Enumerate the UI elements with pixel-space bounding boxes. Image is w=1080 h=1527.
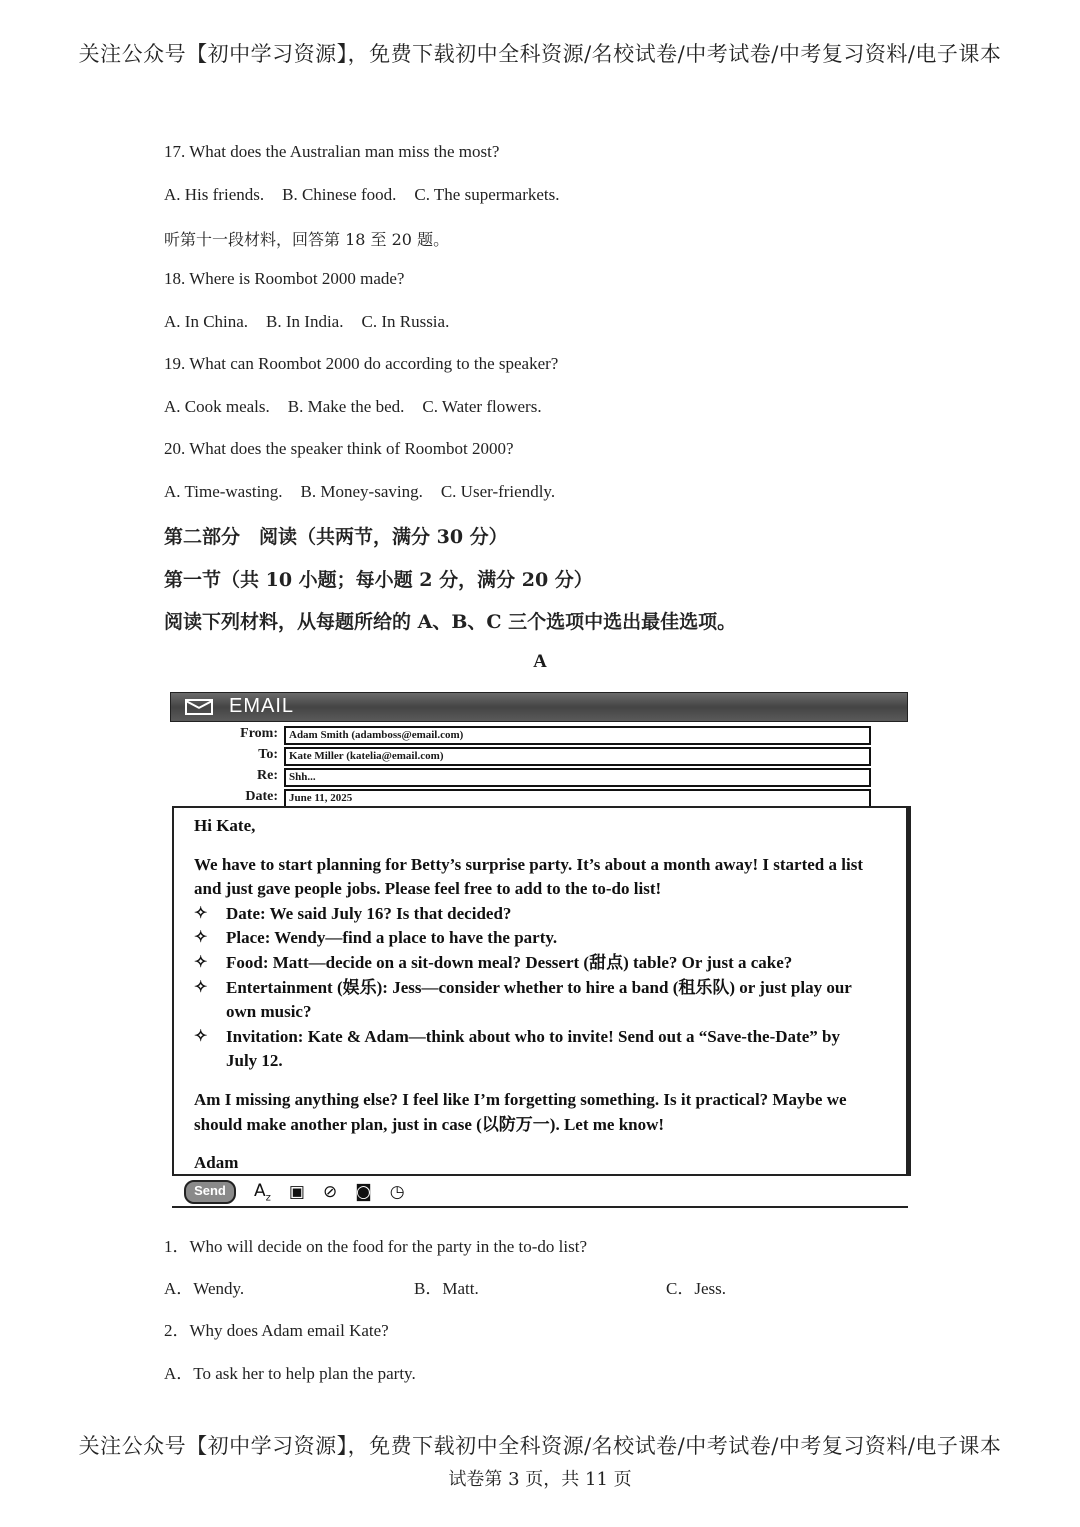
- part2-title: 第二部分 阅读（共两节，满分 30 分）: [164, 526, 508, 548]
- email-window-title: EMAIL: [229, 695, 295, 717]
- option-c: C. User-friendly.: [440, 482, 556, 501]
- todo-text: Wendy—find a place to have the party.: [270, 928, 558, 948]
- option-b: B．Matt.: [414, 1279, 479, 1298]
- section1-title: 第一节（共 10 小题；每小题 2 分，满分 20 分）: [164, 569, 593, 591]
- to-field[interactable]: Kate Miller (katelia@email.com): [284, 747, 871, 766]
- option-b: B. In India.: [266, 312, 344, 331]
- reading-direction: 阅读下列材料，从每题所给的 A、B、C 三个选项中选出最佳选项。: [164, 611, 737, 633]
- question-18-stem: 18. Where is Roombot 2000 made?: [164, 269, 405, 288]
- option-b: B. Chinese food.: [282, 185, 397, 204]
- question-20-stem: 20. What does the speaker think of Roombot 2000?: [164, 439, 514, 458]
- option-c: C. The supermarkets.: [414, 185, 560, 204]
- re-field[interactable]: Shh...: [284, 768, 871, 787]
- todo-text: Matt—decide on a sit-down meal? Dessert (甜点) table? Or just a cake?: [268, 952, 793, 972]
- option-a: A. Time-wasting.: [164, 482, 283, 501]
- todo-item-invitation: [194, 1025, 874, 1074]
- option-c: C. In Russia.: [361, 312, 450, 331]
- question-2-stem: 2．Why does Adam email Kate?: [164, 1321, 389, 1340]
- question-1-stem: 1．Who will decide on the food for the party in the to-do list?: [164, 1237, 588, 1256]
- bottom-banner: 关注公众号【初中学习资源】，免费下载初中全科资源/名校试卷/中考试卷/中考复习资料/电子课本: [78, 1434, 1002, 1458]
- from-label: From:: [240, 726, 278, 741]
- todo-text: Kate & Adam—think about who to invite! Send out a “Save-the-Date” by July 12.: [226, 1026, 840, 1071]
- question-18-options: [164, 312, 467, 332]
- option-c: C．Jess.: [666, 1279, 726, 1298]
- image-icon[interactable]: ▣: [288, 1182, 305, 1202]
- todo-text: We said July 16? Is that decided?: [265, 903, 512, 923]
- option-b: B. Make the bed.: [287, 397, 405, 416]
- todo-label: Place:: [226, 928, 271, 948]
- envelope-icon: [185, 699, 213, 715]
- from-field[interactable]: Adam Smith (adamboss@email.com): [284, 726, 871, 745]
- option-a: A．Wendy.: [164, 1279, 245, 1298]
- option-c: C. Water flowers.: [422, 397, 542, 416]
- email-body[interactable]: [172, 806, 911, 1176]
- option-a: A. Cook meals.: [164, 397, 270, 416]
- email-intro: We have to start planning for Betty’s surprise party. It’s about a month away! I started a list and just gave people jobs. Please feel free to add to the to-do list!: [194, 854, 863, 899]
- star-bullet-icon: ✧: [194, 904, 208, 922]
- date-field[interactable]: June 11, 2025: [284, 789, 871, 808]
- question-17-options: [164, 185, 578, 205]
- send-button[interactable]: Send: [184, 1180, 236, 1204]
- todo-text: Jess—consider whether to hire a band (租乐队) or just play our own music?: [226, 977, 852, 1022]
- listening-instruction: 听第十一段材料，回答第 18 至 20 题。: [164, 230, 450, 249]
- re-label: Re:: [257, 768, 278, 783]
- todo-item-date: [194, 902, 874, 927]
- star-bullet-icon: ✧: [194, 1027, 208, 1045]
- text-format-icon[interactable]: $A_z$: [254, 1180, 271, 1204]
- email-greeting: Hi Kate,: [194, 816, 256, 835]
- todo-label: Date:: [226, 903, 266, 923]
- email-window: [170, 692, 908, 1210]
- star-bullet-icon: ✧: [194, 929, 208, 947]
- todo-item-food: [194, 951, 874, 976]
- to-label: To:: [258, 747, 278, 762]
- email-toolbar: [184, 1180, 405, 1204]
- question-19-stem: 19. What can Roombot 2000 do according to the speaker?: [164, 354, 559, 373]
- todo-label: Invitation:: [226, 1026, 304, 1046]
- email-closing: Am I missing anything else? I feel like I’m forgetting something. Is it practical? Maybe we should make another plan, just in case (以防万一). Let me know!: [194, 1089, 847, 1134]
- question-20-options: [164, 482, 573, 502]
- star-bullet-icon: ✧: [194, 953, 208, 971]
- date-label: Date:: [245, 789, 278, 804]
- option-b: B. Money-saving.: [300, 482, 423, 501]
- todo-label: Entertainment (娱乐):: [226, 977, 388, 997]
- clock-icon[interactable]: ◷: [389, 1182, 405, 1202]
- question-2-option-a: A．To ask her to help plan the party.: [164, 1364, 416, 1383]
- attachment-icon[interactable]: ⊘: [322, 1182, 338, 1202]
- todo-item-entertainment: [194, 976, 874, 1025]
- question-19-options: [164, 397, 560, 417]
- page-number: 试卷第 3 页，共 11 页: [448, 1469, 632, 1490]
- question-17-stem: 17. What does the Australian man miss the most?: [164, 142, 500, 161]
- todo-item-place: [194, 926, 874, 951]
- email-signature: Adam: [194, 1153, 239, 1173]
- todo-label: Food:: [226, 952, 269, 972]
- top-banner: 关注公众号【初中学习资源】，免费下载初中全科资源/名校试卷/中考试卷/中考复习资料/电子课本: [78, 42, 1002, 66]
- divider: [172, 1206, 908, 1208]
- save-icon[interactable]: ◙: [355, 1182, 372, 1202]
- email-titlebar: [170, 692, 908, 722]
- option-a: A. In China.: [164, 312, 249, 331]
- star-bullet-icon: ✧: [194, 978, 208, 996]
- passage-letter: A: [533, 651, 547, 672]
- option-a: A. His friends.: [164, 185, 265, 204]
